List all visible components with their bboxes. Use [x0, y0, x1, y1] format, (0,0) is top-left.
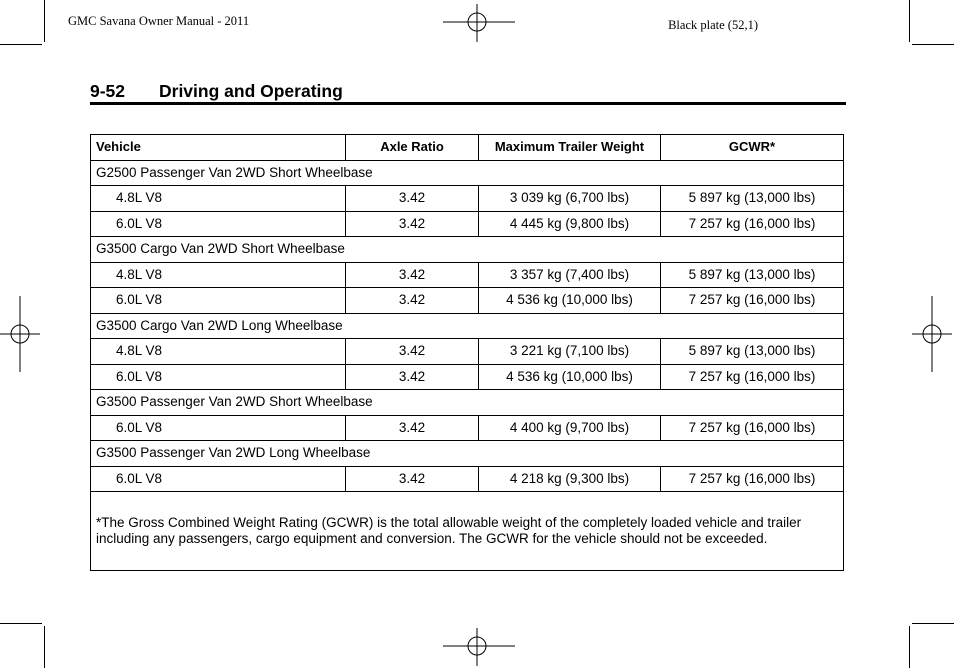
engine-cell: 4.8L V8 [91, 339, 346, 365]
group-row [91, 160, 844, 186]
axle-ratio-cell: 3.42 [346, 466, 479, 492]
table-row [91, 211, 844, 237]
engine-cell: 4.8L V8 [91, 186, 346, 212]
trailer-weight-table [90, 134, 844, 571]
axle-ratio-cell: 3.42 [346, 186, 479, 212]
manual-title: GMC Savana Owner Manual - 2011 [68, 14, 250, 28]
page-number: 9-52 [90, 81, 126, 101]
vehicle-group-name: G3500 Passenger Van 2WD Long Wheelbase [91, 441, 844, 467]
max-trailer-cell: 4 400 kg (9,700 lbs) [479, 415, 661, 441]
engine-cell: 6.0L V8 [91, 415, 346, 441]
gcwr-cell: 7 257 kg (16,000 lbs) [661, 288, 844, 314]
group-row [91, 441, 844, 467]
group-row [91, 390, 844, 416]
max-trailer-cell: 4 218 kg (9,300 lbs) [479, 466, 661, 492]
group-row [91, 237, 844, 263]
group-row [91, 313, 844, 339]
gcwr-cell: 7 257 kg (16,000 lbs) [661, 364, 844, 390]
axle-ratio-cell: 3.42 [346, 415, 479, 441]
gcwr-cell: 7 257 kg (16,000 lbs) [661, 211, 844, 237]
crop-mark [909, 626, 910, 668]
registration-mark-icon [443, 4, 515, 42]
crop-mark [44, 626, 45, 668]
table-row [91, 186, 844, 212]
crop-mark [44, 0, 45, 42]
table-row [91, 288, 844, 314]
max-trailer-cell: 4 536 kg (10,000 lbs) [479, 364, 661, 390]
footnote-row [91, 492, 844, 571]
gcwr-footnote: *The Gross Combined Weight Rating (GCWR) is the total allowable weight of the completely loaded vehicle and trailer including any passengers, cargo equipment and conversion. The GCWR for the vehicle should not be exceeded. [91, 492, 844, 571]
column-header: Axle Ratio [346, 135, 479, 161]
vehicle-group-name: G2500 Passenger Van 2WD Short Wheelbase [91, 160, 844, 186]
crop-mark [0, 44, 42, 45]
section-heading [90, 81, 846, 105]
table-row [91, 466, 844, 492]
table-row [91, 339, 844, 365]
gcwr-cell: 5 897 kg (13,000 lbs) [661, 339, 844, 365]
vehicle-group-name: G3500 Cargo Van 2WD Short Wheelbase [91, 237, 844, 263]
crop-mark [909, 0, 910, 42]
column-header: Vehicle [91, 135, 346, 161]
max-trailer-cell: 3 357 kg (7,400 lbs) [479, 262, 661, 288]
section-title: Driving and Operating [159, 81, 343, 101]
registration-mark-icon [443, 628, 515, 666]
max-trailer-cell: 4 536 kg (10,000 lbs) [479, 288, 661, 314]
registration-mark-icon [0, 296, 40, 372]
axle-ratio-cell: 3.42 [346, 364, 479, 390]
engine-cell: 6.0L V8 [91, 288, 346, 314]
gcwr-cell: 7 257 kg (16,000 lbs) [661, 415, 844, 441]
vehicle-group-name: G3500 Passenger Van 2WD Short Wheelbase [91, 390, 844, 416]
gcwr-cell: 7 257 kg (16,000 lbs) [661, 466, 844, 492]
axle-ratio-cell: 3.42 [346, 211, 479, 237]
gcwr-cell: 5 897 kg (13,000 lbs) [661, 262, 844, 288]
column-header: Maximum Trailer Weight [479, 135, 661, 161]
vehicle-group-name: G3500 Cargo Van 2WD Long Wheelbase [91, 313, 844, 339]
table-header-row [91, 135, 844, 161]
table-row [91, 262, 844, 288]
table-row [91, 364, 844, 390]
max-trailer-cell: 4 445 kg (9,800 lbs) [479, 211, 661, 237]
plate-label: Black plate (52,1) [668, 18, 758, 32]
table-row [91, 415, 844, 441]
crop-mark [912, 44, 954, 45]
engine-cell: 6.0L V8 [91, 211, 346, 237]
axle-ratio-cell: 3.42 [346, 288, 479, 314]
engine-cell: 6.0L V8 [91, 364, 346, 390]
axle-ratio-cell: 3.42 [346, 339, 479, 365]
column-header: GCWR* [661, 135, 844, 161]
registration-mark-icon [912, 296, 952, 372]
engine-cell: 4.8L V8 [91, 262, 346, 288]
crop-mark [0, 623, 42, 624]
max-trailer-cell: 3 221 kg (7,100 lbs) [479, 339, 661, 365]
axle-ratio-cell: 3.42 [346, 262, 479, 288]
gcwr-cell: 5 897 kg (13,000 lbs) [661, 186, 844, 212]
crop-mark [912, 623, 954, 624]
engine-cell: 6.0L V8 [91, 466, 346, 492]
max-trailer-cell: 3 039 kg (6,700 lbs) [479, 186, 661, 212]
